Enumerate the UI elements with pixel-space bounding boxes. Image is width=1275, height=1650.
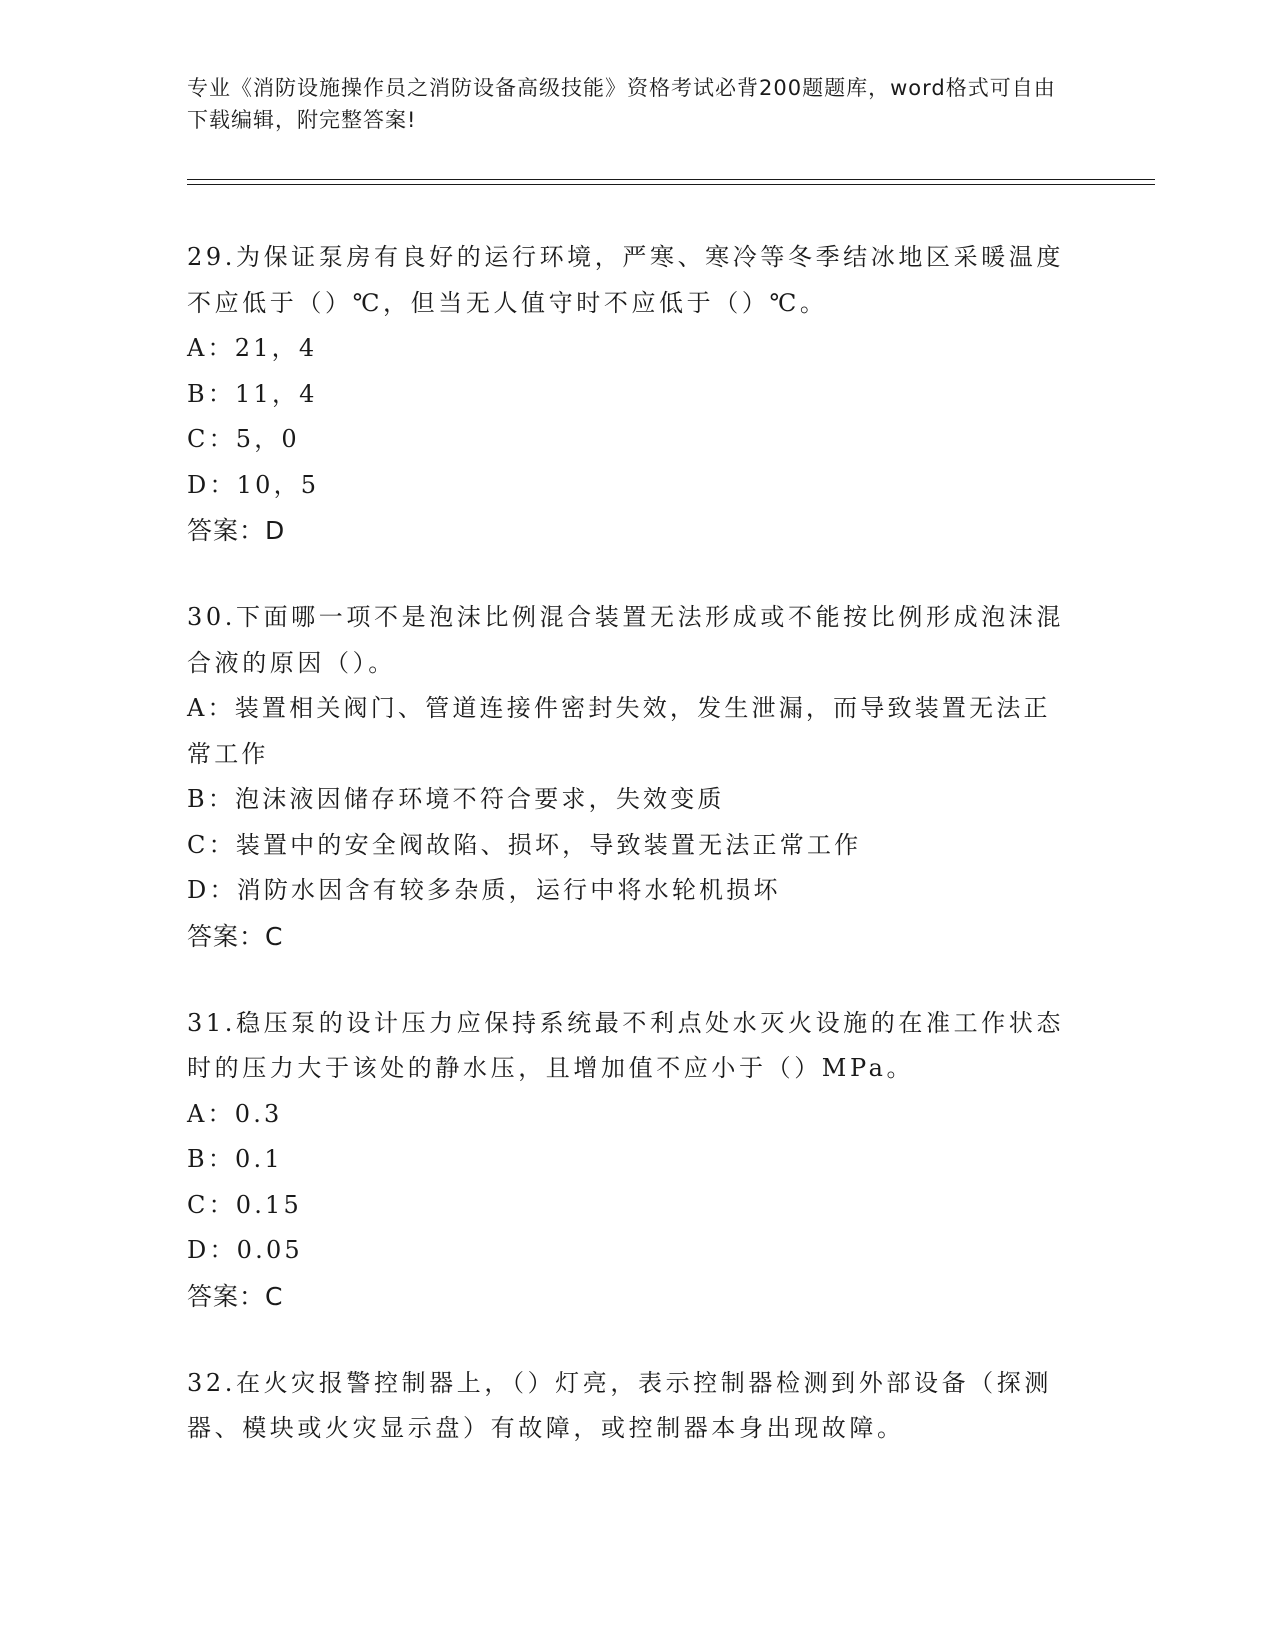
answer-line: 答案：C (187, 1281, 284, 1311)
option-d: D：10，5 (187, 470, 320, 499)
option-a: A：装置相关阀门、管道连接件密封失效，发生泄漏，而导致装置无法正常工作 (187, 694, 1051, 768)
option-c: C：0.15 (187, 1190, 303, 1219)
question-stem: 32.在火灾报警控制器上，（）灯亮，表示控制器检测到外部设备（探测器、模块或火灾显示盘）有故障，或控制器本身出现故障。 (187, 1368, 1052, 1442)
option-c: C：5，0 (187, 425, 300, 453)
question-30 (187, 595, 1077, 959)
question-stem: 29.为保证泵房有良好的运行环境，严寒、寒冷等冬季结冰地区采暖温度不应低于（）℃，但当无人值守时不应低于（）℃。 (187, 243, 1064, 317)
question-list (187, 235, 1077, 1494)
question-29 (187, 235, 1077, 553)
option-c: C：装置中的安全阀故陷、损坏，导致装置无法正常工作 (187, 830, 862, 859)
question-stem: 31.稳压泵的设计压力应保持系统最不利点处水灭火设施的在准工作状态时的压力大于该处的静水压，且增加值不应小于（）MPa。 (187, 1008, 1064, 1082)
question-stem: 30.下面哪一项不是泡沫比例混合装置无法形成或不能按比例形成泡沫混合液的原因（）。 (187, 603, 1064, 677)
option-b: B：泡沫液因储存环境不符合要求，失效变质 (187, 785, 725, 813)
option-a: A：21，4 (187, 334, 318, 362)
header-divider-bottom (187, 184, 1155, 185)
option-a: A：0.3 (187, 1099, 283, 1128)
document-header: 专业《消防设施操作员之消防设备高级技能》资格考试必背200题题库，word格式可自由下载编辑，附完整答案! (187, 76, 1056, 132)
question-31 (187, 1001, 1077, 1319)
header-divider-top (187, 179, 1155, 180)
option-b: B：11，4 (187, 379, 318, 408)
question-32 (187, 1361, 1077, 1452)
answer-line: 答案：D (187, 516, 286, 545)
option-d: D：消防水因含有较多杂质，运行中将水轮机损坏 (187, 876, 781, 904)
option-b: B：0.1 (187, 1145, 283, 1173)
answer-line: 答案：C (187, 921, 284, 951)
option-d: D：0.05 (187, 1236, 303, 1264)
